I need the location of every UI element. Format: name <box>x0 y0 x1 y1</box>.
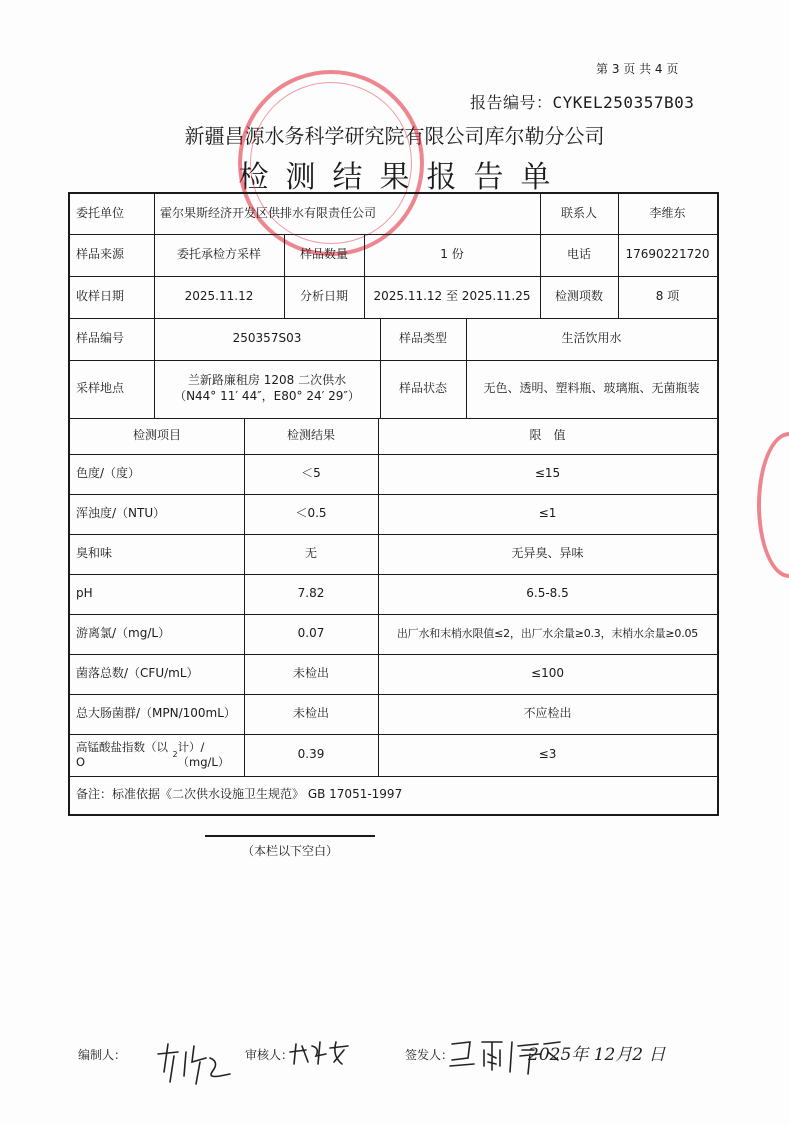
analysis-date-label: 分析日期 <box>299 289 348 304</box>
result-limit: 出厂水和末梢水限值≤2，出厂水余量≥0.3，末梢水余量≥0.05 <box>396 626 699 640</box>
page-indicator: 第 3 页 共 4 页 <box>596 62 679 76</box>
col-header-limit: 限 值 <box>529 428 566 443</box>
compiler-signature-icon <box>150 1032 245 1092</box>
result-item-prefix: 高锰酸盐指数（以 O <box>76 740 168 769</box>
result-item <box>70 734 250 776</box>
col-header-result: 检测结果 <box>286 428 335 443</box>
col-header-item: 检测项目 <box>132 428 181 443</box>
result-limit: 6.5-8.5 <box>526 586 569 601</box>
result-limit: ≤3 <box>538 747 557 762</box>
location-value <box>154 360 380 418</box>
location-coordinates: （N44° 11′ 44″，E80° 24′ 29″） <box>174 389 360 403</box>
result-item: 总大肠菌群/（MPN/100mL） <box>76 706 236 721</box>
result-item: 游离氯/（mg/L） <box>76 626 171 641</box>
quantity-value: 1 份 <box>440 247 464 262</box>
sample-state-label: 样品状态 <box>398 381 447 396</box>
result-limit: 无异臭、异味 <box>511 546 584 561</box>
result-value: ＜5 <box>301 466 321 481</box>
result-value: 未检出 <box>292 706 329 721</box>
location-address: 兰新路廉租房 1208 二次供水 <box>187 373 347 388</box>
result-item-suffix: 计）/（mg/L） <box>177 740 230 769</box>
result-item: 色度/（度） <box>76 466 141 481</box>
result-limit: ≤1 <box>538 506 557 521</box>
organization-name: 新疆昌源水务科学研究院有限公司库尔勒分公司 <box>184 124 605 148</box>
result-value: 无 <box>304 546 317 561</box>
result-item: 浑浊度/（NTU） <box>76 506 166 521</box>
sample-state-value: 无色、透明、塑料瓶、玻璃瓶、无菌瓶装 <box>483 381 700 396</box>
handwritten-date: 2025年 12月2 日 <box>528 1045 666 1065</box>
location-label: 采样地点 <box>76 381 125 396</box>
result-value: 0.39 <box>297 747 325 762</box>
reviewed-by-label: 审核人： <box>245 1048 294 1062</box>
sample-number-label: 样品编号 <box>76 331 125 346</box>
sample-type-label: 样品类型 <box>398 331 447 346</box>
contact-value: 李维东 <box>649 206 686 221</box>
result-value: 未检出 <box>292 666 329 681</box>
result-value: 0.07 <box>297 626 325 641</box>
compiled-by-label: 编制人： <box>78 1048 127 1062</box>
seam-seal-icon <box>757 432 789 578</box>
quantity-label: 样品数量 <box>299 247 348 262</box>
client-value: 霍尔果斯经济开发区供排水有限责任公司 <box>160 206 377 221</box>
received-date-value: 2025.11.12 <box>184 289 254 304</box>
received-date-label: 收样日期 <box>76 289 125 304</box>
result-item-subscript: 2 <box>172 749 178 759</box>
contact-label: 联系人 <box>560 206 597 221</box>
result-item: 臭和味 <box>76 546 113 561</box>
result-limit: ≤100 <box>531 666 564 681</box>
report-number: 报告编号：CYKEL250357B03 <box>470 93 695 112</box>
remarks: 备注：标准依据《二次供水设施卫生规范》 GB 17051-1997 <box>76 787 403 802</box>
sample-number-value: 250357S03 <box>232 331 302 346</box>
reviewer-signature-icon <box>286 1038 356 1068</box>
phone-value: 17690221720 <box>625 247 710 262</box>
result-item: 菌落总数/（CFU/mL） <box>76 666 199 681</box>
result-value: 7.82 <box>297 586 325 601</box>
blank-note: （本栏以下空白） <box>241 844 338 858</box>
client-label: 委托单位 <box>76 206 125 221</box>
divider <box>205 835 375 837</box>
source-label: 样品来源 <box>76 247 125 262</box>
source-value: 委托承检方采样 <box>176 247 261 262</box>
items-count-value: 8 项 <box>655 289 680 304</box>
result-value: ＜0.5 <box>295 506 327 521</box>
result-item: pH <box>76 586 93 601</box>
items-count-label: 检测项数 <box>554 289 603 304</box>
issued-by-label: 签发人： <box>405 1048 454 1062</box>
result-limit: 不应检出 <box>523 706 572 721</box>
result-limit: ≤15 <box>534 466 561 481</box>
sample-type-value: 生活饮用水 <box>561 331 622 346</box>
analysis-date-value: 2025.11.12 至 2025.11.25 <box>373 289 531 304</box>
report-table <box>68 192 719 816</box>
phone-label: 电话 <box>566 247 591 262</box>
page-title: 检测结果报告单 <box>238 160 568 195</box>
